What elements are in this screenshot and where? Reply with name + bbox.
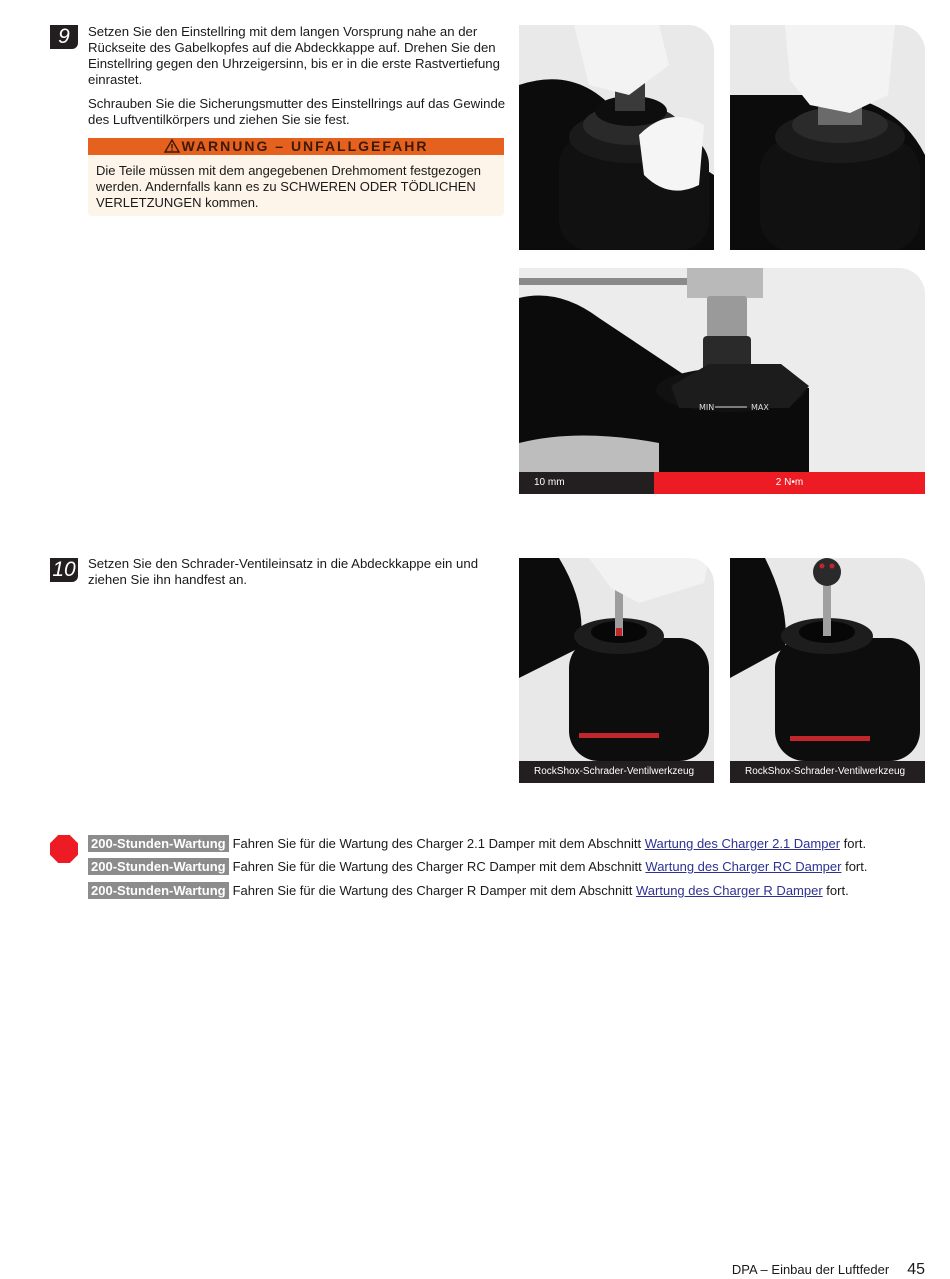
step-number-badge: 10 [50, 558, 78, 582]
warning-header [88, 138, 504, 155]
footer-section-title: DPA – Einbau der Luftfeder [731, 1262, 890, 1277]
step-9-instruction: Setzen Sie den Einstellring mit dem langen Vorsprung nahe an der Rückseite des Gabelkopfes auf die Abdeckkappe auf. Drehen Sie den Einstellring gegen den Uhrzeigersinn, bis er in die erste Rastvertiefung einrastet. [88, 24, 500, 87]
tool-caption-left: RockShox-Schrader-Ventilwerkzeug [519, 761, 714, 783]
service-note-text: Fahren Sie für die Wartung des Charger RC Damper mit dem Abschnitt [232, 859, 642, 874]
photo-torque-tool [519, 268, 925, 472]
dial-max-label: MAX [751, 403, 769, 412]
page-number: 45 [907, 1261, 925, 1278]
link-charger-21-service[interactable]: Wartung des Charger 2.1 Damper [644, 836, 841, 851]
photo-lock-nut-tightening [730, 25, 925, 250]
service-note-end: fort. [843, 836, 867, 851]
photo-valve-core-insert-tool [730, 558, 925, 761]
service-note-end: fort. [826, 883, 849, 898]
service-note-end: fort. [845, 859, 868, 874]
step-number-badge: 9 [50, 25, 78, 49]
service-note-text: Fahren Sie für die Wartung des Charger R Damper mit dem Abschnitt [232, 883, 633, 898]
link-charger-r-service[interactable]: Wartung des Charger R Damper [636, 883, 823, 898]
step-10-instruction: Setzen Sie den Schrader-Ventileinsatz in die Abdeckkappe ein und ziehen Sie ihn handfest an. [88, 556, 479, 587]
service-note-charger-21 [88, 835, 866, 853]
warning-text: Die Teile müssen mit dem angegebenen Drehmoment festgezogen werden. Andernfalls kann es zu SCHWEREN ODER TÖDLICHEN VERLETZUNGEN kommen. [96, 163, 481, 210]
photo-valve-core-insert-hand [519, 558, 714, 761]
stop-sign-icon [50, 835, 78, 863]
photo-adjuster-ring-placement [519, 25, 714, 250]
service-interval-tag: 200-Stunden-Wartung [88, 858, 229, 875]
warning-title: WARNUNG – UNFALLGEFAHR [181, 138, 429, 154]
service-interval-tag: 200-Stunden-Wartung [88, 835, 229, 852]
step-9-instruction-2: Schrauben Sie die Sicherungsmutter des Einstellrings auf das Gewinde des Luftventilkörpers und ziehen Sie sie fest. [88, 96, 506, 127]
service-note-text: Fahren Sie für die Wartung des Charger 2.1 Damper mit dem Abschnitt [232, 836, 642, 851]
torque-spec: 2 N•m [654, 472, 925, 494]
service-note-charger-r [88, 882, 849, 900]
dial-min-label: MIN [699, 403, 715, 412]
warning-triangle-icon [164, 139, 180, 153]
warning-box [88, 138, 504, 216]
page-footer [732, 1261, 925, 1279]
service-note-charger-rc [88, 858, 867, 876]
link-charger-rc-service[interactable]: Wartung des Charger RC Damper [645, 859, 842, 874]
service-interval-tag: 200-Stunden-Wartung [88, 882, 229, 899]
tool-size-spec: 10 mm [519, 472, 654, 494]
tool-caption-right: RockShox-Schrader-Ventilwerkzeug [730, 761, 925, 783]
